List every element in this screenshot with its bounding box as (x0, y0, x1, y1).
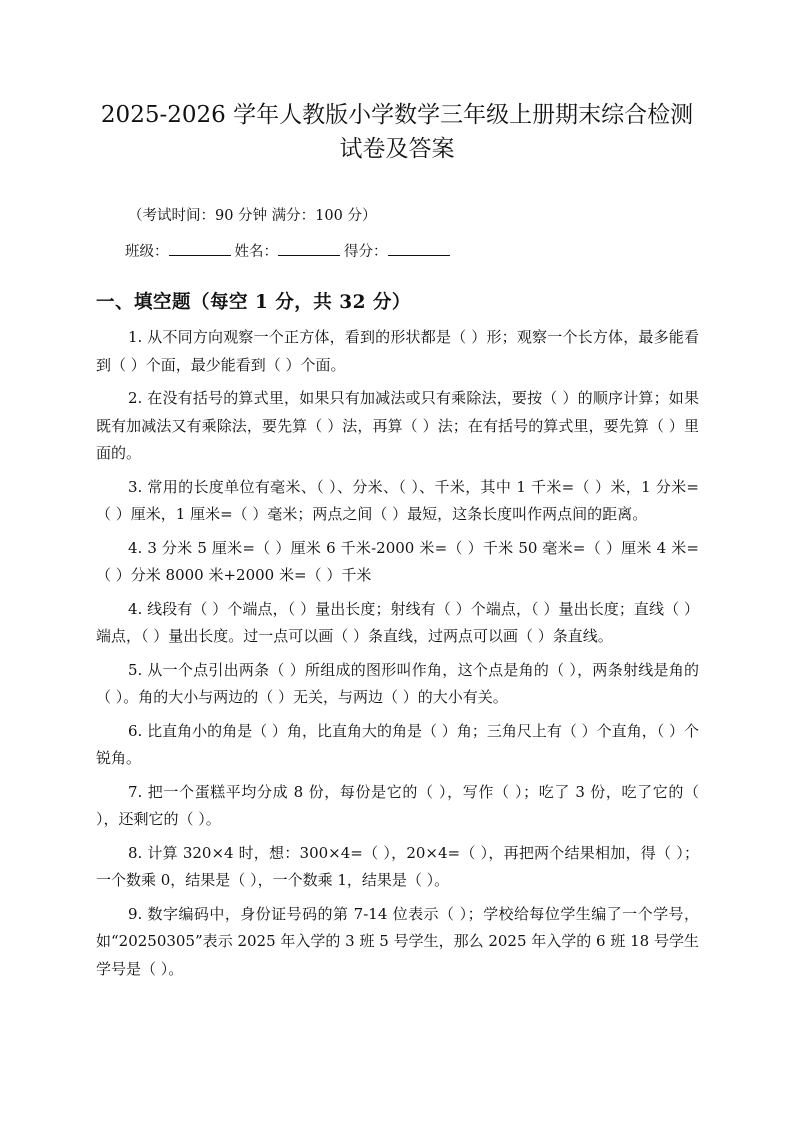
student-info-row (125, 240, 454, 261)
question-item: 6. 比直角小的角是（ ）角，比直角大的角是（ ）角；三角尺上有（ ）个直角，（ ）个锐角。 (96, 721, 699, 767)
class-label: 班级： (125, 244, 169, 260)
name-blank (278, 241, 340, 256)
question-item: 1. 从不同方向观察一个正方体，看到的形状都是（ ）形；观察一个长方体，最多能看到（ ）个面，最少能看到（ ）个面。 (96, 328, 699, 374)
question-item: 4. 线段有（ ）个端点，（ ）量出长度；射线有（ ）个端点，（ ）量出长度；直线（ ）端点，（ ）量出长度。过一点可以画（ ）条直线，过两点可以画（ ）条直线。 (96, 599, 699, 645)
document-title (70, 98, 724, 166)
name-label: 姓名： (234, 244, 278, 260)
title-line-1: 2025-2026 学年人教版小学数学三年级上册期末综合检测 (100, 102, 694, 128)
question-item: 9. 数字编码中，身份证号码的第 7-14 位表示（ ）；学校给每位学生编了一个学号，如“20250305”表示 2025 年入学的 3 班 5 号学生，那么 2025 年入学的 6 班 18 号学生学号是（ ）。 (96, 904, 699, 978)
question-item: 8. 计算 320×4 时，想：300×4=（ ），20×4=（ ），再把两个结果相加，得（ ）；一个数乘 0，结果是（ ），一个数乘 1，结果是（ ）。 (96, 843, 699, 889)
title-line-2: 试卷及答案 (339, 136, 455, 162)
exam-info: （考试时间：90 分钟 满分：100 分） (128, 208, 377, 224)
score-label: 得分： (344, 244, 388, 260)
question-item: 2. 在没有括号的算式里，如果只有加减法或只有乘除法，要按（ ）的顺序计算；如果既有加减法又有乘除法，要先算（ ）法，再算（ ）法；在有括号的算式里，要先算（ ）里面的。 (96, 389, 699, 462)
question-item: 5. 从一个点引出两条（ ）所组成的图形叫作角，这个点是角的（ ），两条射线是角的（ ）。角的大小与两边的（ ）无关，与两边（ ）的大小有关。 (96, 660, 699, 706)
question-list (96, 324, 699, 989)
question-item: 7. 把一个蛋糕平均分成 8 份，每份是它的（ ），写作（ ）；吃了 3 份，吃了它的（ ），还剩它的（ ）。 (96, 782, 699, 828)
class-blank (169, 241, 231, 256)
question-item: 3. 常用的长度单位有毫米、（ ）、分米、（ ）、千米，其中 1 千米=（ ）米，1 分米=（ ）厘米，1 厘米=（ ）毫米；两点之间（ ）最短，这条长度叫作两点间的距离。 (96, 477, 699, 523)
section-one-heading: 一、填空题（每空 1 分，共 32 分） (96, 292, 411, 313)
question-item: 4. 3 分米 5 厘米=（ ）厘米 6 千米-2000 米=（ ）千米 50 毫米=（ ）厘米 4 米=（ ）分米 8000 米+2000 米=（ ）千米 (96, 538, 699, 584)
score-blank (388, 241, 450, 256)
